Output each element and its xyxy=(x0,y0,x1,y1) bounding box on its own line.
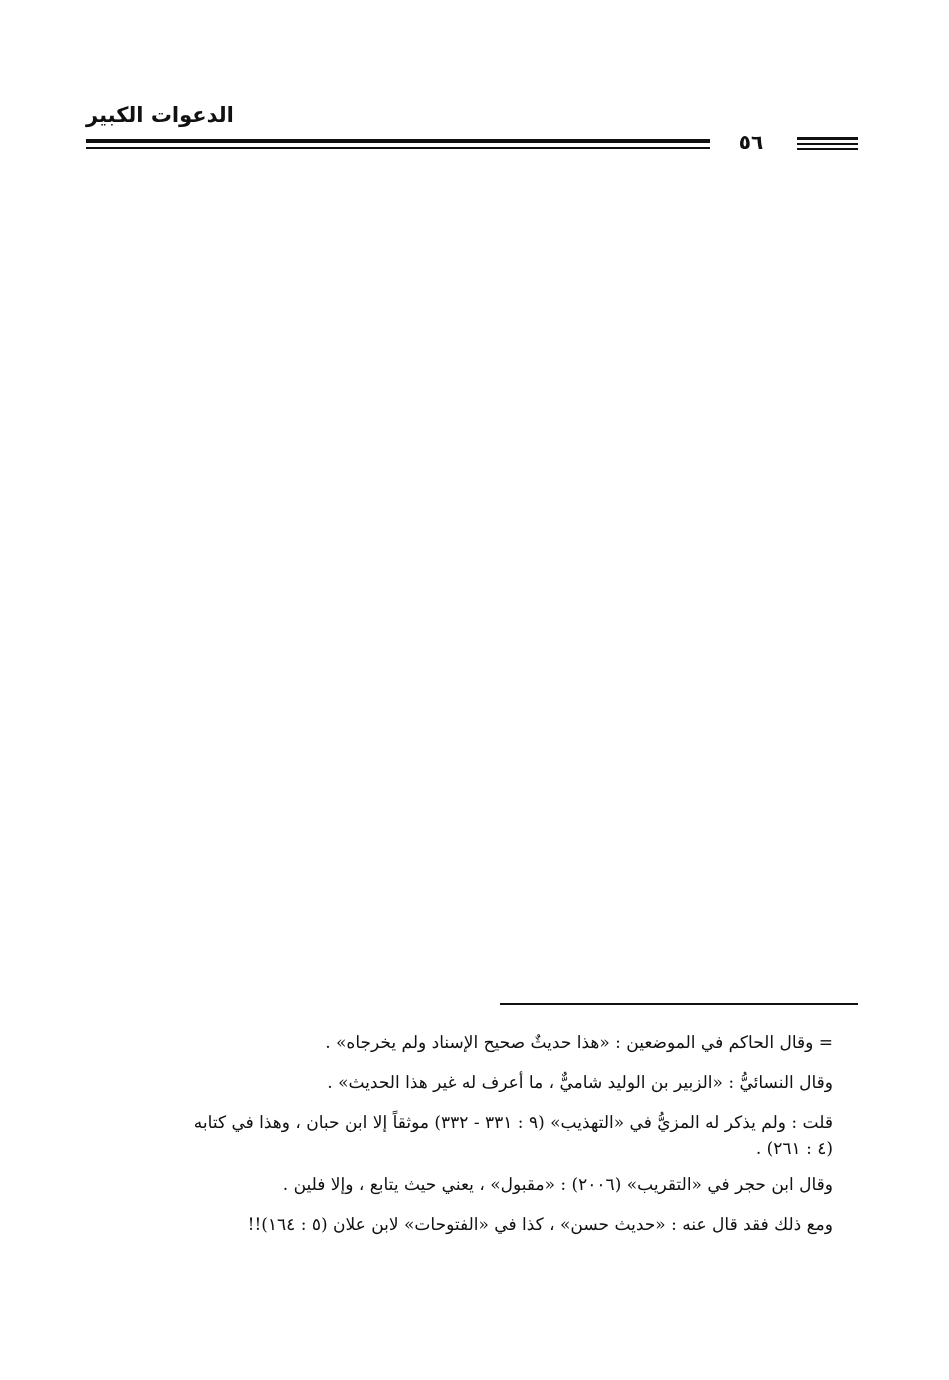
header-ornament-rule xyxy=(797,143,858,145)
header-rule-thick xyxy=(86,139,710,143)
header-rule-thin xyxy=(86,147,710,149)
footnote-paragraph xyxy=(88,1110,833,1162)
footnotes-block xyxy=(88,1030,833,1252)
page-number: ٥٦ xyxy=(738,130,764,154)
header-ornament-rule xyxy=(797,137,858,140)
running-header-title: الدعوات الكبير xyxy=(86,103,234,127)
footnote-line: وقال ابن حجر في «التقريب» (٢٠٠٦) : «مقبول» ، يعني حيث يتابع ، وإلا فلين . xyxy=(282,1175,833,1195)
footnote-line: (٤ : ٢٦١) . xyxy=(755,1139,833,1159)
header-ornament-rule xyxy=(797,148,858,150)
footnote-line: ومع ذلك فقد قال عنه : «حديث حسن» ، كذا في «الفتوحات» لابن علان (٥ : ١٦٤)!! xyxy=(247,1215,833,1235)
footnote-line: وقال النسائيُّ : «الزبير بن الوليد شاميٌّ ، ما أعرف له غير هذا الحديث» . xyxy=(327,1073,833,1093)
footnote-line: قلت : ولم يذكر له المزيُّ في «التهذيب» (٩ : ٣٣١ - ٣٣٢) موثقاً إلا ابن حبان ، وهذا في كتابه xyxy=(193,1113,833,1133)
footnote-line: = وقال الحاكم في الموضعين : «هذا حديثٌ صحيح الإسناد ولم يخرجاه» . xyxy=(325,1033,833,1053)
footnote-separator xyxy=(500,1003,858,1005)
